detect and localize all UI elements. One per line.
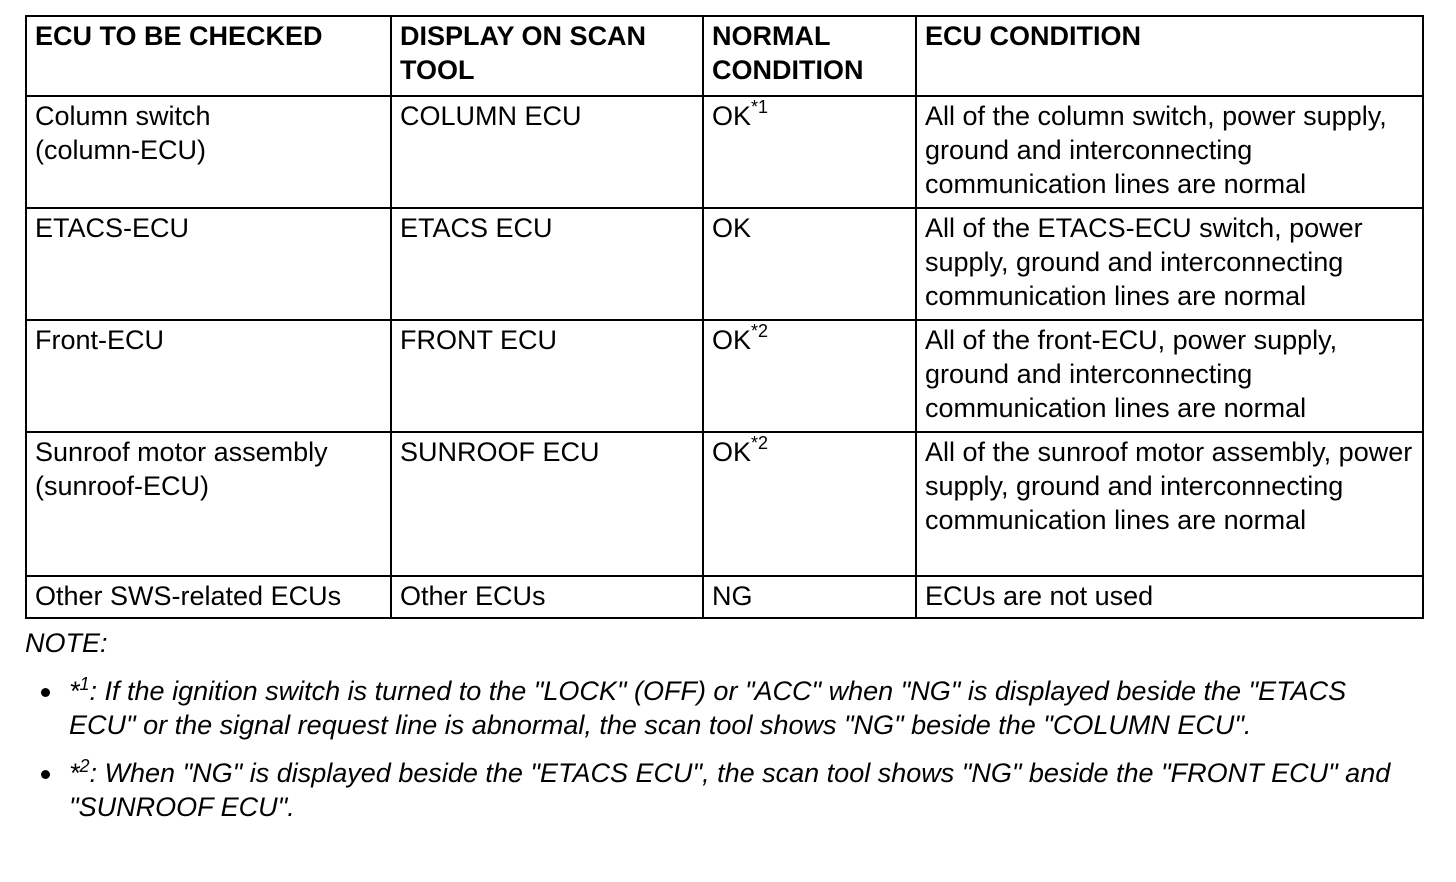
cell-ecu: Other SWS-related ECUs (26, 576, 391, 618)
cell-normal (703, 320, 916, 432)
cell-condition: All of the sunroof motor assembly, power supply, ground and interconnecting communication lines are normal (916, 432, 1423, 576)
cell-normal (703, 432, 916, 576)
table-row (26, 432, 1423, 576)
cell-condition: All of the ETACS-ECU switch, power supply, ground and interconnecting communication lines are normal (916, 208, 1423, 320)
header-display-on-scan-tool: DISPLAY ON SCAN TOOL (391, 16, 703, 96)
normal-value: OK (712, 213, 752, 243)
footnote-mark: *2 (751, 321, 769, 341)
cell-display: ETACS ECU (391, 208, 703, 320)
note-footnote-number: 2 (79, 756, 90, 776)
header-ecu-condition: ECU CONDITION (916, 16, 1423, 96)
cell-display: FRONT ECU (391, 320, 703, 432)
cell-display: COLUMN ECU (391, 96, 703, 208)
cell-display: SUNROOF ECU (391, 432, 703, 576)
note-prefix: * (69, 758, 80, 788)
cell-normal (703, 208, 916, 320)
cell-ecu: ETACS-ECU (26, 208, 391, 320)
bullet-icon (41, 770, 50, 779)
table-header-row (26, 16, 1423, 96)
note-item (25, 674, 1415, 742)
cell-display: Other ECUs (391, 576, 703, 618)
note-list (25, 674, 1415, 838)
ecu-check-table (25, 15, 1424, 619)
note-prefix: * (69, 676, 80, 706)
note-footnote-number: 1 (79, 674, 90, 694)
note-text: : When "NG" is displayed beside the "ETACS ECU", the scan tool shows "NG" beside the "FRONT ECU" and "SUNROOF ECU". (69, 758, 1391, 822)
cell-condition: ECUs are not used (916, 576, 1423, 618)
table-row (26, 320, 1423, 432)
cell-ecu: Sunroof motor assembly (sunroof-ECU) (26, 432, 391, 576)
cell-condition: All of the column switch, power supply, ground and interconnecting communication lines are normal (916, 96, 1423, 208)
normal-value: OK (712, 101, 752, 131)
header-ecu-to-be-checked: ECU TO BE CHECKED (26, 16, 391, 96)
cell-ecu: Column switch (column-ECU) (26, 96, 391, 208)
normal-value: OK (712, 437, 752, 467)
cell-ecu: Front-ECU (26, 320, 391, 432)
table-row (26, 96, 1423, 208)
table-row (26, 208, 1423, 320)
footnote-mark: *2 (751, 433, 769, 453)
note-item (25, 756, 1415, 824)
cell-normal (703, 576, 916, 618)
footnote-mark: *1 (751, 97, 769, 117)
normal-value: NG (712, 581, 753, 611)
note-text: : If the ignition switch is turned to the "LOCK" (OFF) or "ACC" when "NG" is displayed beside the "ETACS ECU" or the signal request line is abnormal, the scan tool shows "NG" beside the "COLUMN ECU". (69, 676, 1347, 740)
note-title: NOTE: (25, 628, 108, 658)
normal-value: OK (712, 325, 752, 355)
cell-condition: All of the front-ECU, power supply, ground and interconnecting communication lines are normal (916, 320, 1423, 432)
table-row (26, 576, 1423, 618)
bullet-icon (41, 688, 50, 697)
cell-normal (703, 96, 916, 208)
header-normal-condition: NORMAL CONDITION (703, 16, 916, 96)
